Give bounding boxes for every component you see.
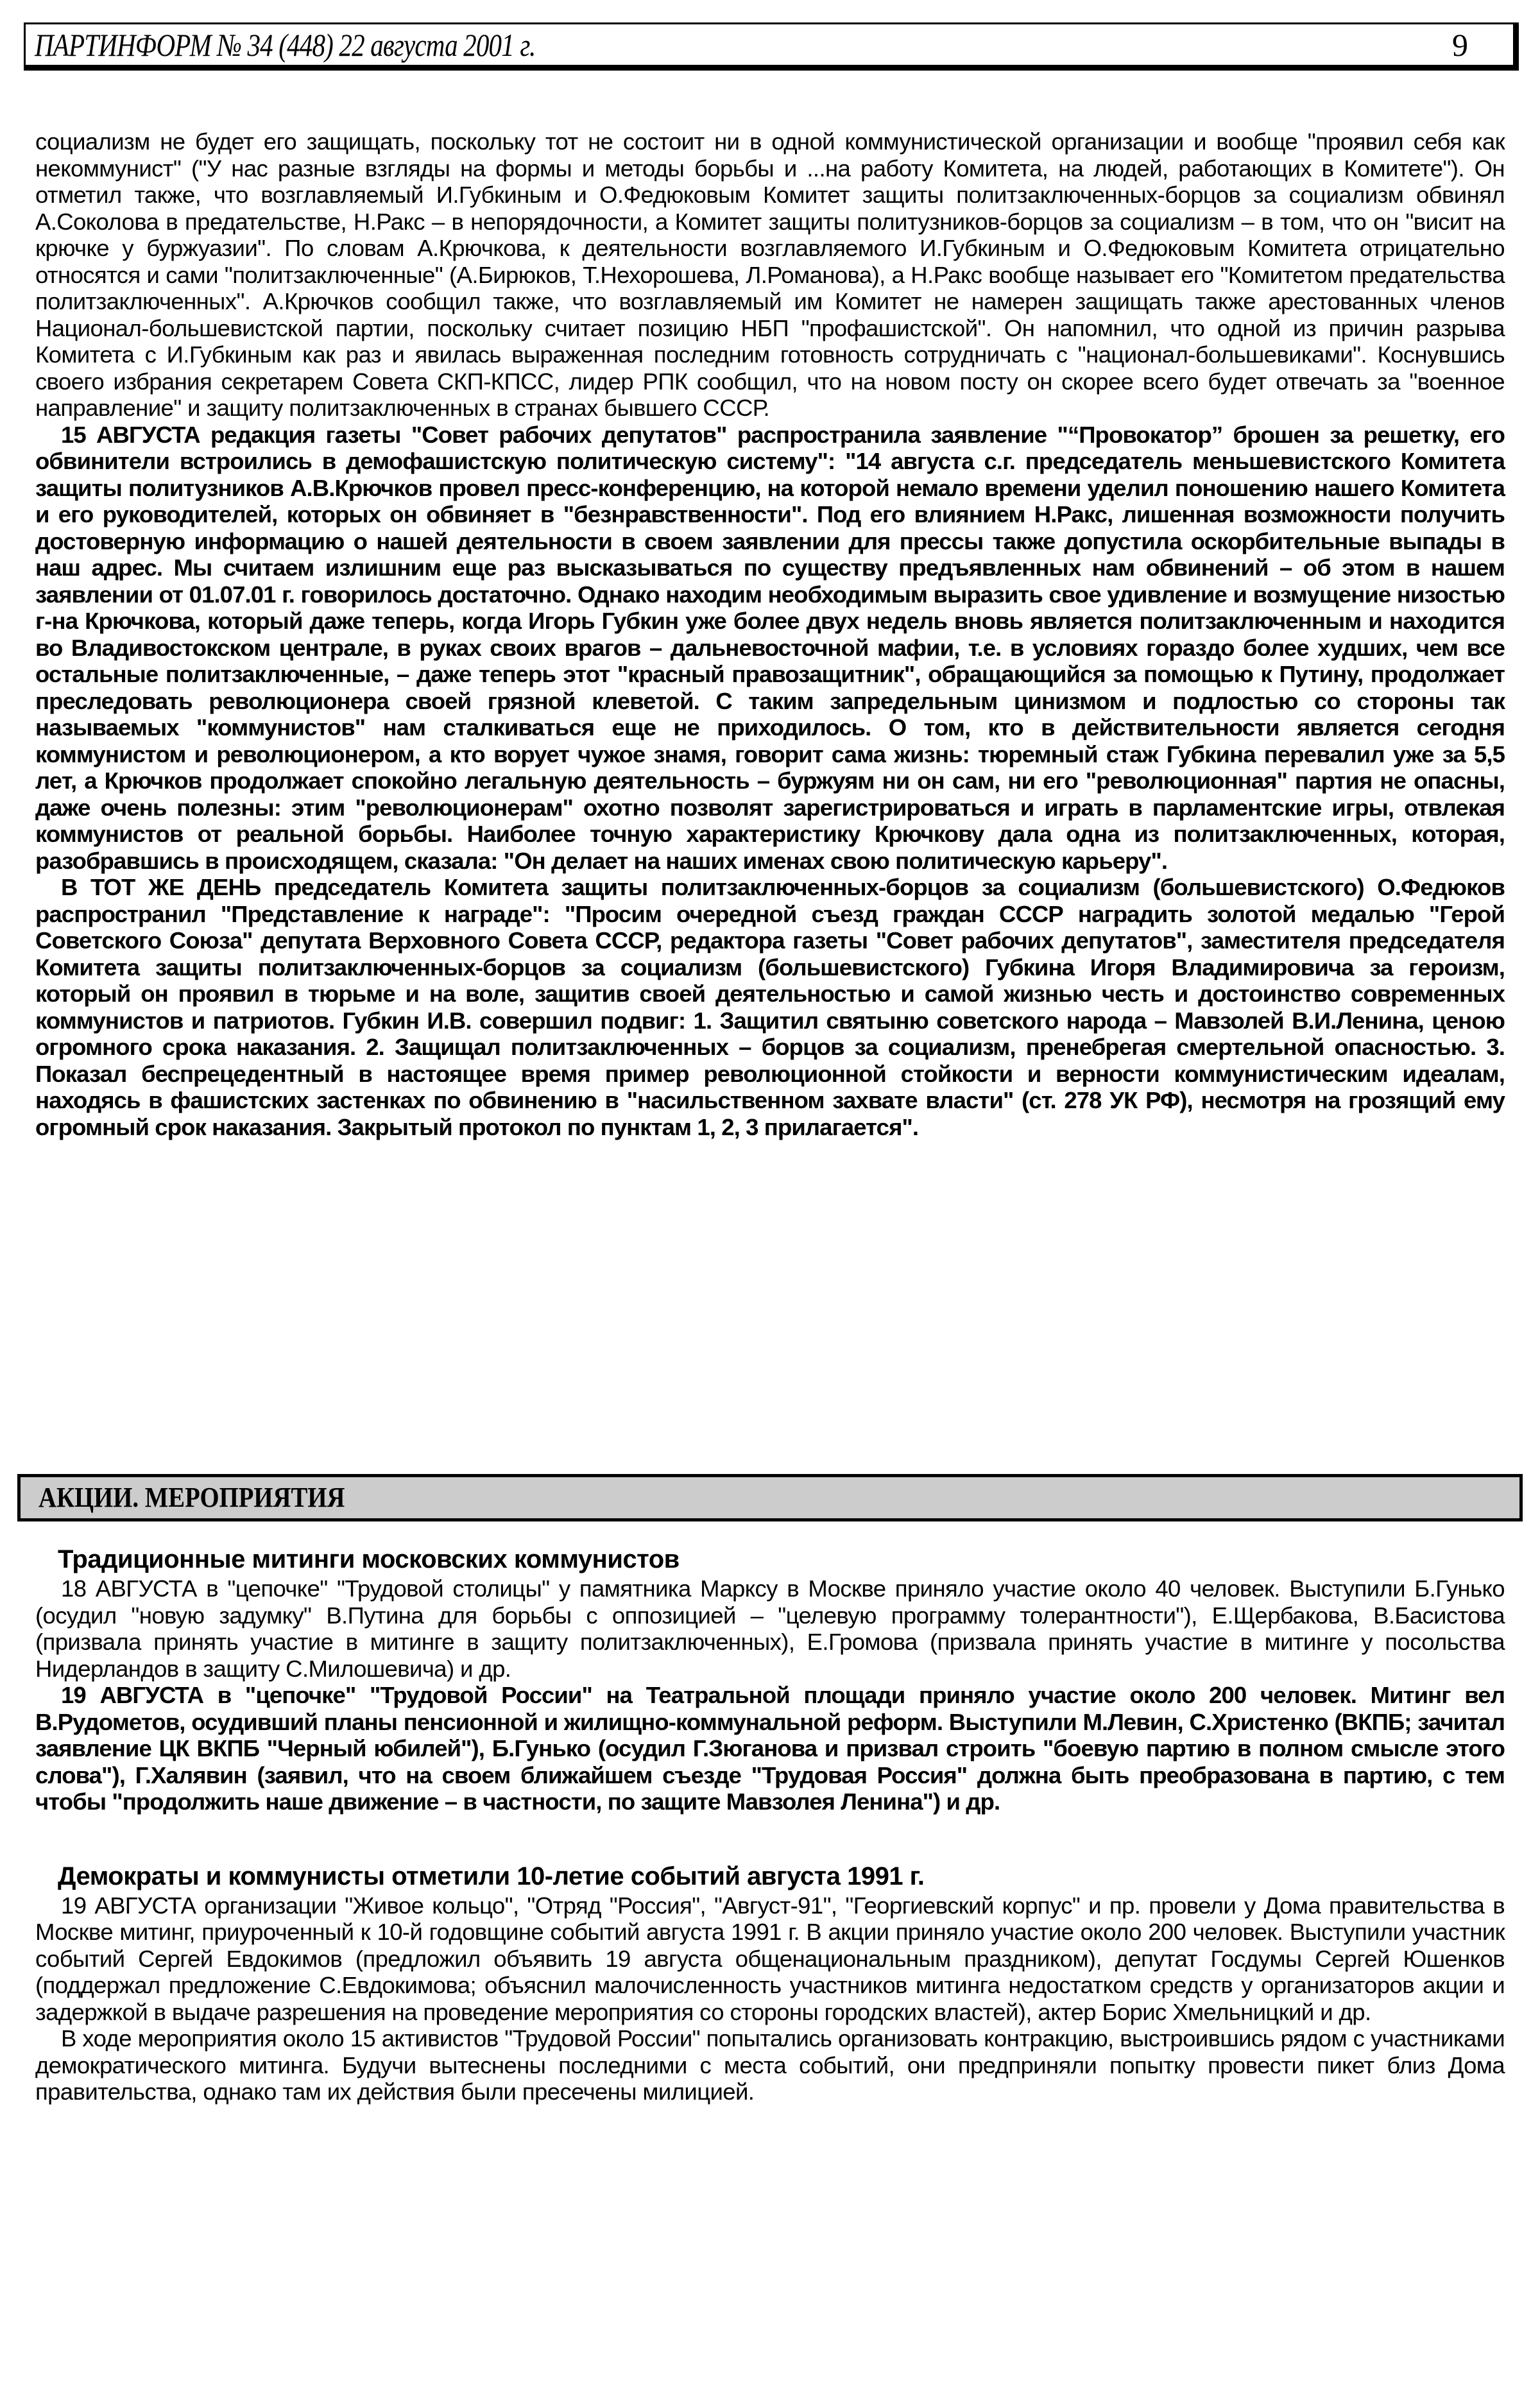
article-paragraph: 19 АВГУСТА организации "Живое кольцо", "Отряд "Россия", "Август-91", "Георгиевский корпус" и пр. провели у Дома правительства в Москве митинг, приуроченный к 10-й годовщине событий августа 1991 г. В акции приняло участие около 200 человек. Выступили участник событий Сергей Евдокимов (предложил объявить 19 августа общенациональным праздником), депутат Госдумы Сергей Юшенков (поддержал предложение С.Евдокимова; объяснил малочисленность участников митинга недостатком средств у организаторов акции и задержкой в выдаче разрешения на проведение мероприятия со стороны городских властей), актер Борис Хмельницкий и др. xyxy=(35,1892,1505,2025)
article-paragraph: 18 АВГУСТА в "цепочке" "Трудовой столицы" у памятника Марксу в Москве приняло участие около 40 человек. Выступили Б.Гунько (осудил "новую задумку" В.Путина для борьбы с оппозицией – "целевую программу толерантности"), Е.Щербакова, В.Басистова (призвала принять участие в митинге в защиту политзаключенных), Е.Громова (призвала принять участие в митинге у посольства Нидерландов в защиту С.Милошевича) и др. xyxy=(35,1575,1505,1682)
article-paragraph xyxy=(35,874,1505,1140)
date-lead: В ТОТ ЖЕ ДЕНЬ xyxy=(61,874,261,900)
section-title: АКЦИИ. МЕРОПРИЯТИЯ xyxy=(38,1482,345,1513)
date-lead: 15 АВГУСТА xyxy=(61,421,200,448)
paragraph-body: председатель Комитета защиты политзаключенных-борцов за социализм (большевистского) О.Федюков распространил "Представление к награде": "Просим очередной съезд граждан СССР наградить золотой медалью "Герой Советского Союза" депутата Верховного Совета СССР, редактора газеты "Совет рабочих депутатов", заместителя председателя Комитета защиты политзаключенных-борцов за социализм (большевистского) Губкина Игоря Владимировича за героизм, который он проявил в тюрьме и на воле, защитив своей деятельностью и самой жизнью честь и достоинство современных коммунистов и патриотов. Губкин И.В. совершил подвиг: 1. Защитил святыню советского народа – Мавзолей В.И.Ленина, ценою огромного срока наказания. 2. Защищал политзаключенных – борцов за социализм, пренебрегая смертельной опасностью. 3. Показал беспрецедентный в настоящее время пример революционной стойкости и верности коммунистическим идеалам, находясь в фашистских застенках по обвинению в "насильственном захвате власти" (ст. 278 УК РФ), несмотря на грозящий ему огромный срок наказания. Закрытый протокол по пунктам 1, 2, 3 прилагается". xyxy=(35,874,1505,1140)
article-headline: Демократы и коммунисты отметили 10-летие событий августа 1991 г. xyxy=(58,1862,925,1890)
section-articles xyxy=(35,1543,1505,2105)
publication-title: ПАРТИНФОРМ № 34 (448) 22 августа 2001 г. xyxy=(35,27,536,63)
masthead xyxy=(24,22,1519,71)
article-continuation xyxy=(35,128,1505,1140)
article-paragraph: социализм не будет его защищать, поскольку тот не состоит ни в одной коммунистической организации и вообще "проявил себя как некоммунист" ("У нас разные взгляды на формы и методы борьбы и ...на работу Комитета, на людей, работающих в Комитете"). Он отметил также, что возглавляемый И.Губкиным и О.Федюковым Комитет защиты политзаключенных-борцов за социализм обвинял А.Соколова в предательстве, Н.Ракс – в непорядочности, а Комитет защиты политузников-борцов за социализм – в том, что он "висит на крючке у буржуазии". По словам А.Крючкова, к деятельности возглавляемого И.Губкиным и О.Федюковым Комитета отрицательно относятся и сами "политзаключенные" (А.Бирюков, Т.Нехорошева, Л.Романова), а Н.Ракс вообще называет его "Комитетом предательства политзаключенных". А.Крючков сообщил также, что возглавляемый им Комитет не намерен защищать также арестованных членов Национал-большевистской партии, поскольку считает позицию НБП "профашистской". Он напомнил, что одной из причин разрыва Комитета с И.Губкиным как раз и явилась выраженная последним готовность сотрудничать с "национал-большевиками". Коснувшись своего избрания секретарем Совета СКП-КПСС, лидер РПК сообщил, что на новом посту он скорее всего будет отвечать за "военное направление" и защиту политзаключенных в странах бывшего СССР. xyxy=(35,128,1505,421)
article xyxy=(35,1543,1505,1815)
article xyxy=(35,1860,1505,2105)
article-paragraph xyxy=(35,422,1505,875)
spacer xyxy=(35,1815,1505,1860)
paragraph-body: редакция газеты "Совет рабочих депутатов" распространила заявление "“Провокатор” брошен за решетку, его обвинители встроились в демофашистскую политическую систему": "14 августа с.г. председатель меньшевистского Комитета защиты политузников А.В.Крючков провел пресс-конференцию, на которой немало времени уделил поношению нашего Комитета и его руководителей, которых он обвиняет в "безнравственности". Под его влиянием Н.Ракс, лишенная возможности получить достоверную информацию о нашей деятельности в своем заявлении для прессы также допустила оскорбительные выпады в наш адрес. Мы считаем излишним еще раз высказываться по существу предъявленных нам обвинений – об этом в нашем заявлении от 01.07.01 г. говорилось достаточно. Однако находим необходимым выразить свое удивление и возмущение низостью г-на Крючкова, который даже теперь, когда Игорь Губкин уже более двух недель вновь является политзаключенным и находится во Владивостокском централе, в руках своих врагов – дальневосточной мафии, т.е. в условиях гораздо более худших, чем все остальные политзаключенные, – даже теперь этот "красный правозащитник", обращающийся за помощью к Путину, продолжает преследовать революционера своей грязной клеветой. С таким запредельным цинизмом и подлостью со стороны так называемых "коммунистов" нам сталкиваться еще не приходилось. О том, кто в действительности является сегодня коммунистом и революционером, а кто ворует чужое знамя, говорит сама жизнь: тюремный стаж Губкина перевалил уже за 5,5 лет, а Крючков продолжает спокойно легальную деятельность – буржуям ни он сам, ни его "революционная" партия не опасны, даже очень полезны: этим "революционерам" охотно позволят зарегистрироваться и играть в парламентские игры, отвлекая коммунистов от реальной борьбы. Наиболее точную характеристику Крючкову дала одна из политзаключенных, которая, разобравшись в происходящем, сказала: "Он делает на наших именах свою политическую карьеру". xyxy=(35,421,1505,874)
article-paragraph: 19 АВГУСТА в "цепочке" "Трудовой России" на Театральной площади приняло участие около 200 человек. Митинг вел В.Рудометов, осудивший планы пенсионной и жилищно-коммунальной реформ. Выступили М.Левин, С.Христенко (ВКПБ; зачитал заявление ЦК ВКПБ "Черный юбилей"), Б.Гунько (осудил Г.Зюганова и призвал строить "боевую партию в полном смысле этого слова"), Г.Халявин (заявил, что на своем ближайшем съезде "Трудовая Россия" должна быть преобразована в партию, с тем чтобы "продолжить наше движение – в частности, по защите Мавзолея Ленина") и др. xyxy=(35,1682,1505,1815)
article-paragraph: В ходе мероприятия около 15 активистов "Трудовой России" попытались организовать контракцию, выстроившись рядом с участниками демократического митинга. Будучи вытеснены последними с места событий, они предприняли попытку провести пикет близ Дома правительства, однако там их действия были пресечены милицией. xyxy=(35,2025,1505,2105)
page-number: 9 xyxy=(1452,27,1468,63)
article-headline: Традиционные митинги московских коммунистов xyxy=(58,1545,680,1573)
section-header xyxy=(17,1474,1523,1521)
